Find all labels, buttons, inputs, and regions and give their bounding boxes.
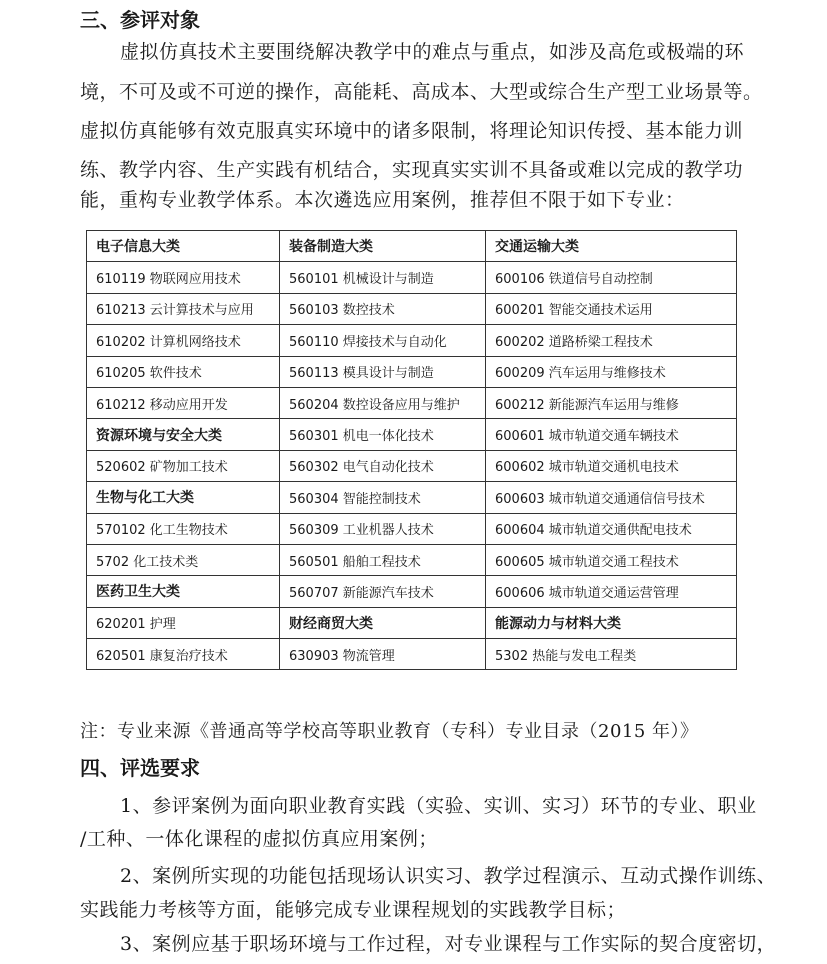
major-cell: 620201 护理 [87,607,280,638]
section-4-line-2: /工种、一体化课程的虚拟仿真应用案例； [80,828,438,850]
major-cell: 560301 机电一体化技术 [280,419,486,450]
major-cell: 600106 铁道信号自动控制 [486,262,737,293]
table-row [87,419,737,450]
major-cell: 560110 焊接技术与自动化 [280,325,486,356]
table-row [87,607,737,638]
table-row [87,544,737,575]
category-cell: 能源动力与材料大类 [486,607,737,638]
section-4-line-1: 1、参评案例为面向职业教育实践（实验、实训、实习）环节的专业、职业 [120,795,757,817]
section-4-line-5: 3、案例应基于职场环境与工作过程，对专业课程与工作实际的契合度密切， [120,933,777,955]
section-4-line-4: 实践能力考核等方面，能够完成专业课程规划的实践教学目标； [80,899,627,921]
category-cell: 电子信息大类 [87,231,280,262]
major-cell: 5702 化工技术类 [87,544,280,575]
section-3-line-2: 境，不可及或不可逆的操作，高能耗、高成本、大型或综合生产型工业场景等。 [80,81,763,103]
major-cell: 610202 计算机网络技术 [87,325,280,356]
major-cell: 560304 智能控制技术 [280,482,486,513]
major-cell: 520602 矿物加工技术 [87,450,280,481]
section-3-line-5: 能，重构专业教学体系。本次遴选应用案例，推荐但不限于如下专业： [80,189,685,211]
table-row [87,231,737,262]
major-cell: 560302 电气自动化技术 [280,450,486,481]
table-row [87,387,737,418]
table-row [87,450,737,481]
major-cell: 600209 汽车运用与维修技术 [486,356,737,387]
major-cell: 560501 船舶工程技术 [280,544,486,575]
major-cell: 600604 城市轨道交通供配电技术 [486,513,737,544]
section-3-heading: 三、参评对象 [80,8,200,32]
majors-table [86,230,737,670]
source-note: 注：专业来源《普通高等学校高等职业教育（专科）专业目录（2015 年）》 [80,721,699,742]
category-cell: 生物与化工大类 [87,482,280,513]
table-row [87,482,737,513]
major-cell: 560113 模具设计与制造 [280,356,486,387]
table-row [87,576,737,607]
major-cell: 610212 移动应用开发 [87,387,280,418]
major-cell: 560707 新能源汽车技术 [280,576,486,607]
section-3-line-4: 练、教学内容、生产实践有机结合，实现真实实训不具备或难以完成的教学功 [80,159,744,181]
major-cell: 610119 物联网应用技术 [87,262,280,293]
major-cell: 600212 新能源汽车运用与维修 [486,387,737,418]
major-cell: 600201 智能交通技术运用 [486,293,737,324]
category-cell: 交通运输大类 [486,231,737,262]
table-row [87,325,737,356]
category-cell: 资源环境与安全大类 [87,419,280,450]
major-cell: 570102 化工生物技术 [87,513,280,544]
major-cell: 5302 热能与发电工程类 [486,639,737,670]
category-cell: 财经商贸大类 [280,607,486,638]
major-cell: 630903 物流管理 [280,639,486,670]
major-cell: 600602 城市轨道交通机电技术 [486,450,737,481]
section-3-line-3: 虚拟仿真能够有效克服真实环境中的诸多限制，将理论知识传授、基本能力训 [80,120,744,142]
table-row [87,262,737,293]
table-row [87,356,737,387]
section-4-line-3: 2、案例所实现的功能包括现场认识实习、教学过程演示、互动式操作训练、 [120,865,777,887]
major-cell: 600606 城市轨道交通运营管理 [486,576,737,607]
major-cell: 620501 康复治疗技术 [87,639,280,670]
major-cell: 560204 数控设备应用与维护 [280,387,486,418]
major-cell: 560103 数控技术 [280,293,486,324]
table-row [87,293,737,324]
major-cell: 600603 城市轨道交通通信信号技术 [486,482,737,513]
major-cell: 600601 城市轨道交通车辆技术 [486,419,737,450]
major-cell: 600605 城市轨道交通工程技术 [486,544,737,575]
major-cell: 600202 道路桥梁工程技术 [486,325,737,356]
category-cell: 医药卫生大类 [87,576,280,607]
section-4-heading: 四、评选要求 [80,756,200,780]
category-cell: 装备制造大类 [280,231,486,262]
table-row [87,513,737,544]
major-cell: 610205 软件技术 [87,356,280,387]
table-row [87,639,737,670]
major-cell: 610213 云计算技术与应用 [87,293,280,324]
major-cell: 560309 工业机器人技术 [280,513,486,544]
major-cell: 560101 机械设计与制造 [280,262,486,293]
section-3-line-1: 虚拟仿真技术主要围绕解决教学中的难点与重点，如涉及高危或极端的环 [120,41,745,63]
